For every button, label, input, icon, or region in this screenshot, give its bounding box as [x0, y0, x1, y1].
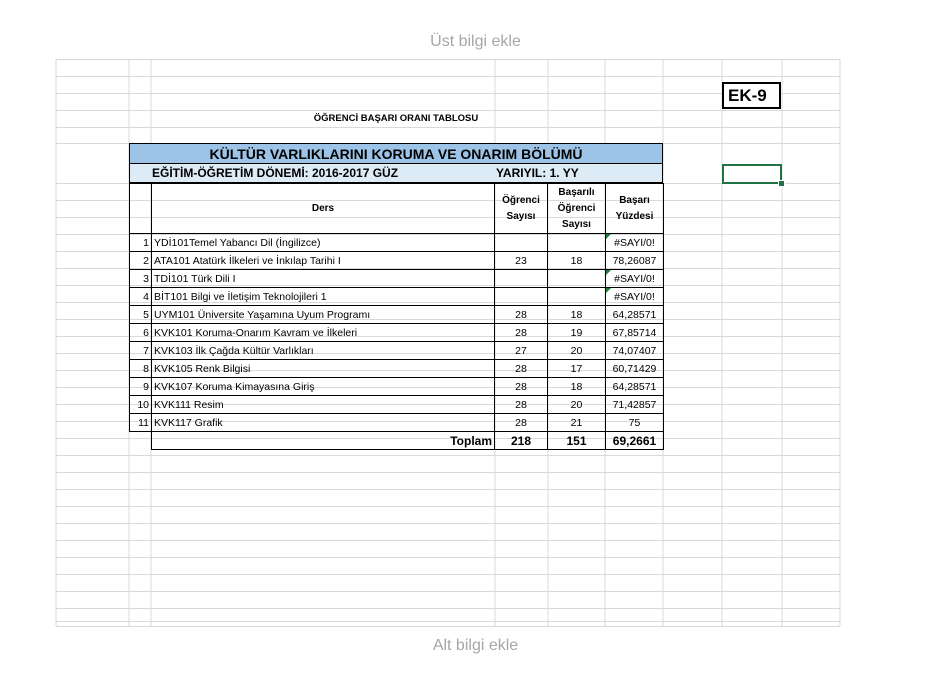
passed-cell[interactable]: 17	[548, 360, 606, 378]
total-label[interactable]: Toplam	[152, 432, 495, 450]
table-row	[130, 288, 664, 306]
selected-cell[interactable]	[722, 164, 782, 184]
students-cell[interactable]	[495, 288, 548, 306]
rate-cell[interactable]: 67,85714	[606, 324, 664, 342]
students-cell[interactable]: 28	[495, 324, 548, 342]
ek-label[interactable]: EK-9	[722, 82, 781, 109]
total-rate[interactable]: 69,2661	[606, 432, 664, 450]
total-students[interactable]: 218	[495, 432, 548, 450]
row-number-cell[interactable]: 4	[130, 288, 152, 306]
passed-cell[interactable]: 20	[548, 396, 606, 414]
table-heading: ÖĞRENCİ BAŞARI ORANI TABLOSU	[313, 113, 479, 124]
rate-cell[interactable]: 75	[606, 414, 664, 432]
row-number-cell[interactable]: 6	[130, 324, 152, 342]
rate-cell[interactable]: 71,42857	[606, 396, 664, 414]
passed-cell[interactable]: 21	[548, 414, 606, 432]
students-cell[interactable]: 28	[495, 414, 548, 432]
row-number-cell[interactable]: 11	[130, 414, 152, 432]
rate-value: #SAYI/0!	[614, 236, 655, 249]
table-header-row	[130, 184, 664, 234]
info-row[interactable]	[129, 164, 663, 183]
fill-handle[interactable]	[778, 180, 785, 187]
rate-value: #SAYI/0!	[614, 272, 655, 285]
passed-cell[interactable]: 18	[548, 252, 606, 270]
rate-cell[interactable]	[606, 234, 664, 252]
rate-cell[interactable]: 60,71429	[606, 360, 664, 378]
students-cell[interactable]: 28	[495, 360, 548, 378]
total-row	[130, 432, 664, 450]
semester-label: YARIYIL: 1. YY	[496, 166, 579, 180]
students-cell[interactable]: 27	[495, 342, 548, 360]
table-row	[130, 252, 664, 270]
error-indicator-icon[interactable]	[606, 234, 611, 239]
row-number-cell[interactable]: 8	[130, 360, 152, 378]
footer-placeholder[interactable]: Alt bilgi ekle	[432, 637, 519, 654]
period-label: EĞİTİM-ÖĞRETİM DÖNEMİ: 2016-2017 GÜZ	[152, 166, 399, 180]
table-row	[130, 234, 664, 252]
course-cell[interactable]: KVK103 İlk Çağda Kültür Varlıkları	[152, 342, 495, 360]
table-row	[130, 342, 664, 360]
success-rate-table	[129, 183, 664, 450]
table-row	[130, 324, 664, 342]
students-cell[interactable]: 28	[495, 378, 548, 396]
course-cell[interactable]: TDİ101 Türk Dili I	[152, 270, 495, 288]
passed-cell[interactable]	[548, 234, 606, 252]
row-number-cell[interactable]: 7	[130, 342, 152, 360]
header-students[interactable]: Öğrenci Sayısı	[495, 184, 548, 234]
table-row	[130, 270, 664, 288]
students-cell[interactable]: 28	[495, 306, 548, 324]
table-row	[130, 360, 664, 378]
course-cell[interactable]: UYM101 Üniversite Yaşamına Uyum Programı	[152, 306, 495, 324]
passed-cell[interactable]: 19	[548, 324, 606, 342]
header-passed[interactable]: Başarılı Öğrenci Sayısı	[548, 184, 606, 234]
passed-cell[interactable]: 20	[548, 342, 606, 360]
header-course[interactable]: Ders	[152, 184, 495, 234]
rate-cell[interactable]	[606, 288, 664, 306]
header-rate[interactable]: Başarı Yüzdesi	[606, 184, 664, 234]
course-cell[interactable]: KVK107 Koruma Kimayasına Giriş	[152, 378, 495, 396]
header-placeholder[interactable]: Üst bilgi ekle	[430, 33, 521, 50]
error-indicator-icon[interactable]	[606, 288, 611, 293]
row-number-cell[interactable]: 5	[130, 306, 152, 324]
row-number-cell[interactable]: 3	[130, 270, 152, 288]
table-row	[130, 414, 664, 432]
passed-cell[interactable]: 18	[548, 378, 606, 396]
rate-cell[interactable]: 64,28571	[606, 378, 664, 396]
department-title[interactable]: KÜLTÜR VARLIKLARINI KORUMA VE ONARIM BÖLÜMÜ	[129, 143, 663, 164]
table-row	[130, 378, 664, 396]
students-cell[interactable]	[495, 234, 548, 252]
error-indicator-icon[interactable]	[606, 270, 611, 275]
row-number-cell[interactable]: 9	[130, 378, 152, 396]
passed-cell[interactable]: 18	[548, 306, 606, 324]
students-cell[interactable]: 28	[495, 396, 548, 414]
total-blank-cell[interactable]	[130, 432, 152, 450]
students-cell[interactable]: 23	[495, 252, 548, 270]
course-cell[interactable]: YDİ101Temel Yabancı Dil (İngilizce)	[152, 234, 495, 252]
passed-cell[interactable]	[548, 270, 606, 288]
students-cell[interactable]	[495, 270, 548, 288]
course-cell[interactable]: KVK105 Renk Bilgisi	[152, 360, 495, 378]
row-number-cell[interactable]: 2	[130, 252, 152, 270]
course-cell[interactable]: KVK117 Grafik	[152, 414, 495, 432]
row-number-cell[interactable]: 1	[130, 234, 152, 252]
course-cell[interactable]: KVK111 Resim	[152, 396, 495, 414]
course-cell[interactable]: ATA101 Atatürk İlkeleri ve İnkılap Tarihi I	[152, 252, 495, 270]
course-cell[interactable]: KVK101 Koruma-Onarım Kavram ve İlkeleri	[152, 324, 495, 342]
table-row	[130, 396, 664, 414]
row-number-cell[interactable]: 10	[130, 396, 152, 414]
rate-value: #SAYI/0!	[614, 290, 655, 303]
header-no-cell[interactable]	[130, 184, 152, 234]
rate-cell[interactable]: 78,26087	[606, 252, 664, 270]
rate-cell[interactable]	[606, 270, 664, 288]
rate-cell[interactable]: 64,28571	[606, 306, 664, 324]
table-row	[130, 306, 664, 324]
rate-cell[interactable]: 74,07407	[606, 342, 664, 360]
course-cell[interactable]: BİT101 Bilgi ve İletişim Teknolojileri 1	[152, 288, 495, 306]
passed-cell[interactable]	[548, 288, 606, 306]
total-passed[interactable]: 151	[548, 432, 606, 450]
